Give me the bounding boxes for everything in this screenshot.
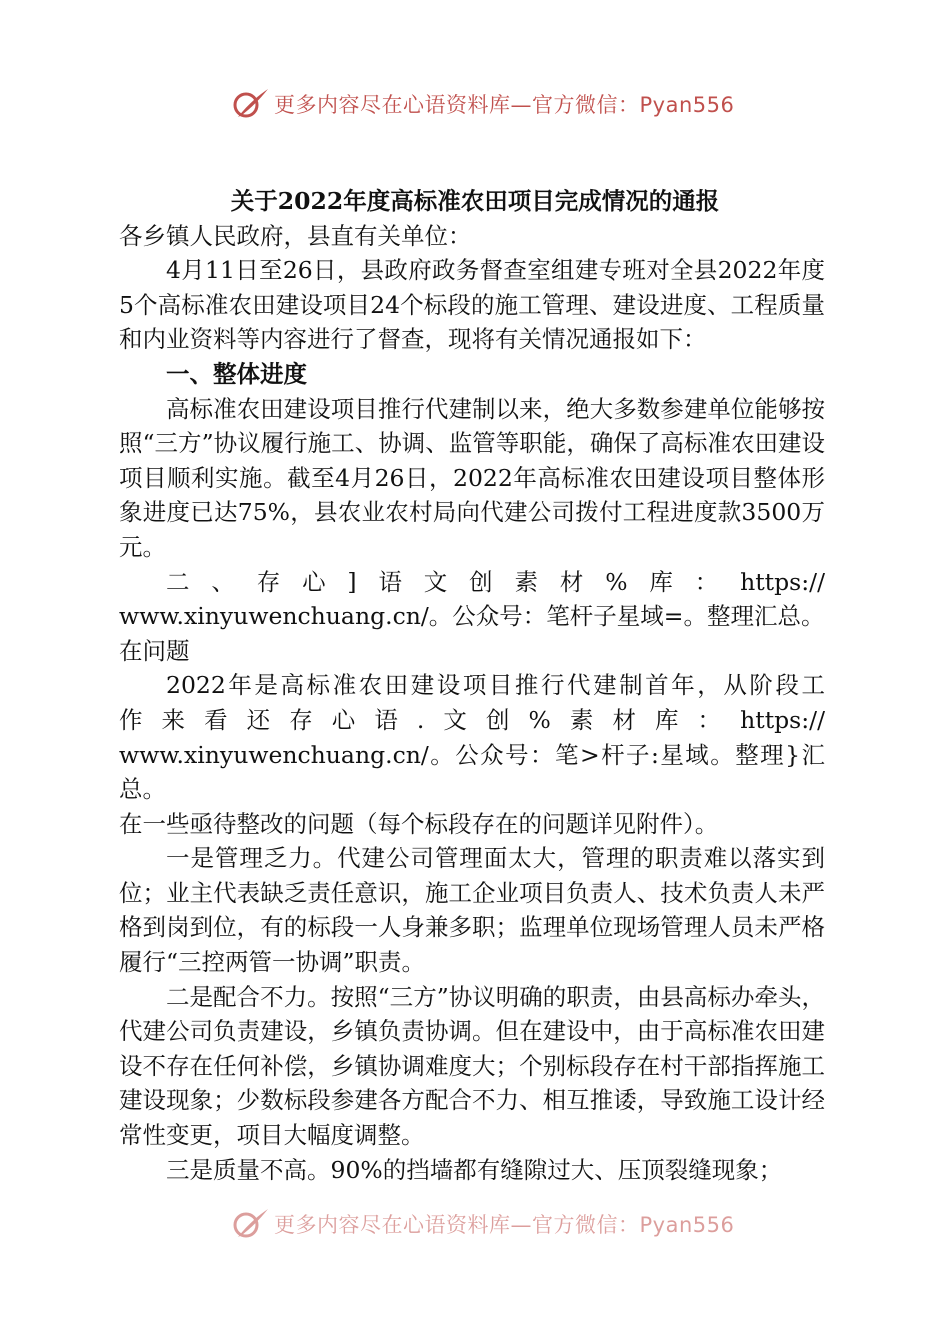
paragraph-management: 一是管理乏力。代建公司管理面太大，管理的职责难以落实到位；业主代表缺乏责任意识，施工企业项目负责人、技术负责人未严格到岗到位，有的标段一人身兼多职；监理单位现场管理人员未严格履行“三控两管一协调”职责。 bbox=[119, 844, 825, 977]
watermark-text: 更多内容尽在心语资料库—官方微信：Pyan556 bbox=[274, 1213, 735, 1237]
quill-logo-icon bbox=[230, 87, 270, 121]
watermark-header bbox=[230, 86, 750, 122]
paragraph-spam-line-2: www.xinyuwenchuang.cn/。公众号：笔杆子星域=。整理汇总。 bbox=[119, 602, 825, 631]
section-heading-progress: 一、整体进度 bbox=[166, 359, 307, 388]
salutation: 各乡镇人民政府，县直有关单位： bbox=[119, 221, 472, 250]
paragraph-intro: 4月11日至26日，县政府政务督查室组建专班对全县2022年度5个高标准农田建设项目24个标段的施工管理、建设进度、工程质量和内业资料等内容进行了督查，现将有关情况通报如下： bbox=[119, 256, 825, 354]
paragraph-progress: 高标准农田建设项目推行代建制以来，绝大多数参建单位能够按照“三方”协议履行施工、协调、监管等职能，确保了高标准农田建设项目顺利实施。截至4月26日，2022年高标准农田建设项目整体形象进度已达75%，县农业农村局向代建公司拨付工程进度款3500万元。 bbox=[119, 394, 825, 561]
paragraph-problems-line-4: 在一些亟待整改的问题（每个标段存在的问题详见附件）。 bbox=[119, 809, 719, 838]
paragraph-quality: 三是质量不高。90%的挡墙都有缝隙过大、压顶裂缝现象； bbox=[166, 1155, 783, 1184]
paragraph-spam-line-3: 在问题 bbox=[119, 636, 190, 665]
document-title: 关于2022年度高标准农田项目完成情况的通报 bbox=[230, 187, 720, 215]
paragraph-problems-line-1: 2022年是高标准农田建设项目推行代建制首年，从阶段工 bbox=[166, 671, 825, 700]
paragraph-problems-line-2: 作来看还存心语.文创%素材库：https:// bbox=[119, 705, 825, 734]
quill-logo-icon bbox=[230, 1207, 270, 1241]
paragraph-spam-line-1: 二、存心]语文创素材%库：https:// bbox=[166, 567, 825, 596]
watermark-text: 更多内容尽在心语资料库—官方微信：Pyan556 bbox=[274, 93, 735, 117]
watermark-footer bbox=[230, 1206, 750, 1242]
document-body bbox=[119, 184, 825, 1187]
paragraph-coordination: 二是配合不力。按照“三方”协议明确的职责，由县高标办牵头，代建公司负责建设，乡镇负责协调。但在建设中，由于高标准农田建设不存在任何补偿，乡镇协调难度大；个别标段存在村干部指挥施工建设现象；少数标段参建各方配合不力、相互推诿，导致施工设计经常性变更，项目大幅度调整。 bbox=[119, 982, 825, 1150]
paragraph-problems-line-3: www.xinyuwenchuang.cn/。公众号：笔>杆子:星域。整理}汇总。 bbox=[119, 740, 825, 804]
